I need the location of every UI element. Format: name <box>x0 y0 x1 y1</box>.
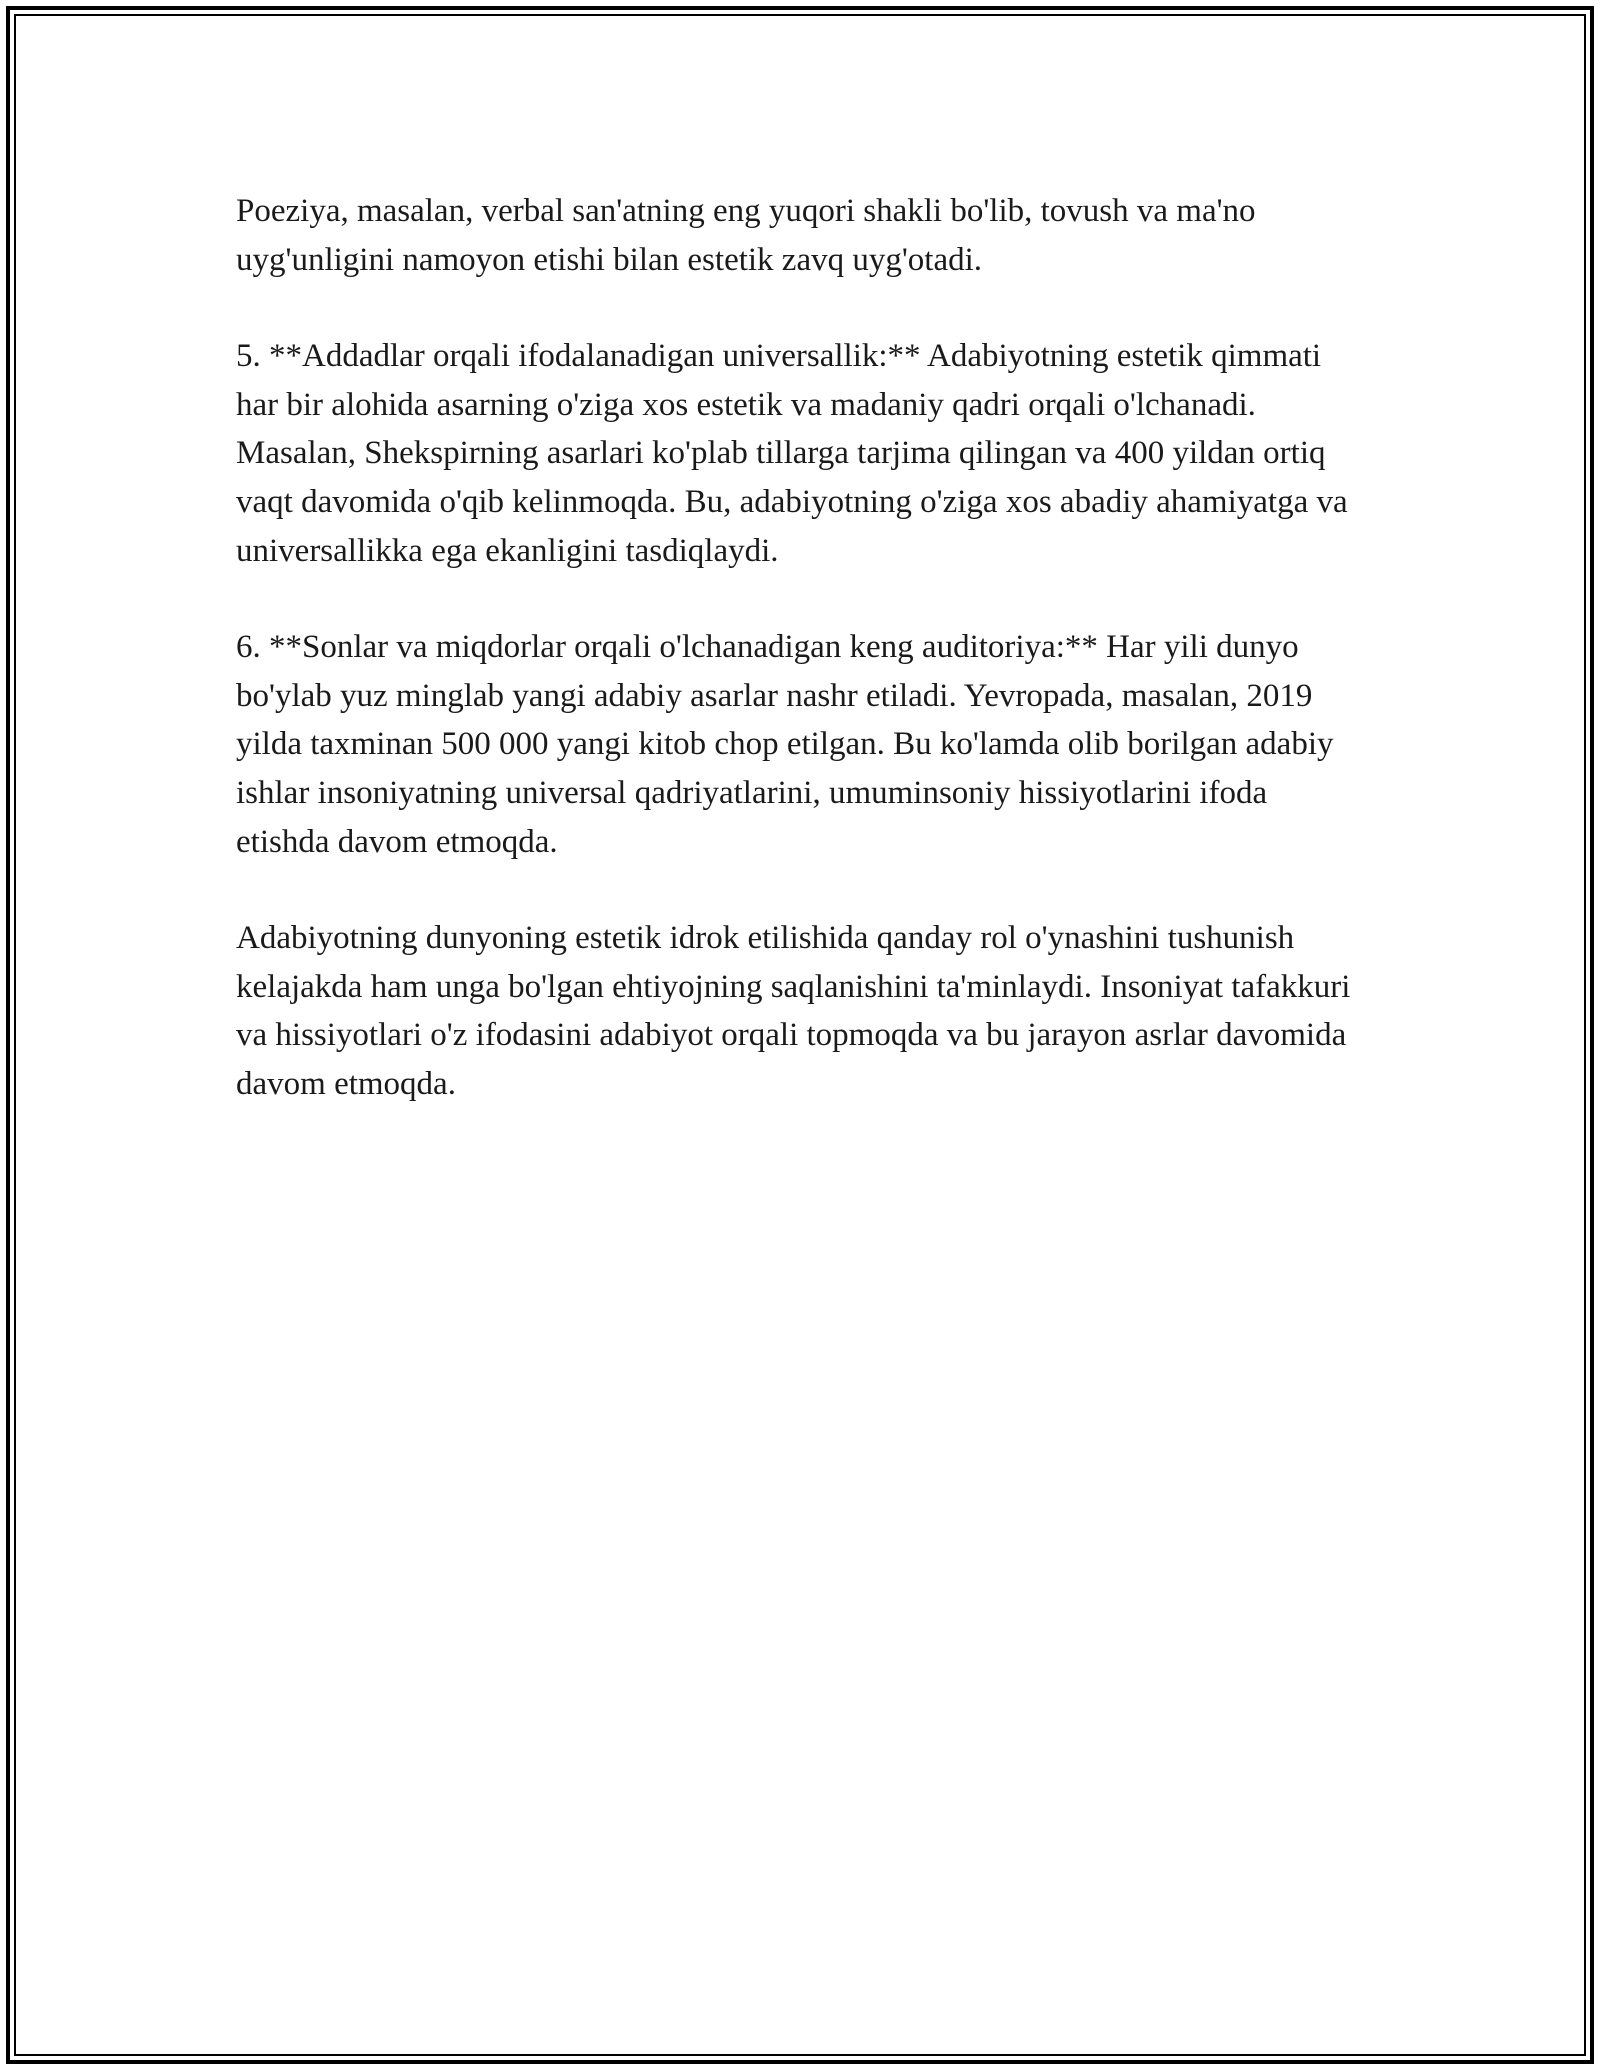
paragraph-poetry: Poeziya, masalan, verbal san'atning eng yuqori shakli bo'lib, tovush va ma'no uyg'unligini namoyon etishi bilan estetik zavq uyg'otadi. <box>236 193 1256 278</box>
paragraph-conclusion: Adabiyotning dunyoning estetik idrok etilishida qanday rol o'ynashini tushunish kelajakda ham unga bo'lgan ehtiyojning saqlanishini ta'minlaydi. Insoniyat tafakkuri va hissiyotlari o'z ifodasini adabiyot orqali topmoqda va bu jarayon asrlar davomida davom etmoqda. <box>236 920 1351 1102</box>
paragraph-universality: 5. **Addadlar orqali ifodalanadigan universallik:** Adabiyotning estetik qimmati har bir alohida asarning o'ziga xos estetik va madaniy qadri orqali o'lchanadi. Masalan, Shekspirning asarlari ko'plab tillarga tarjima qilingan va 400 yildan ortiq vaqt davomida o'qib kelinmoqda. Bu, adabiyotning o'ziga xos abadiy ahamiyatga va universallikka ega ekanligini tasdiqlaydi. <box>236 338 1348 569</box>
document-body <box>236 187 1366 1157</box>
paragraph-audience: 6. **Sonlar va miqdorlar orqali o'lchanadigan keng auditoriya:** Har yili dunyo bo'ylab yuz minglab yangi adabiy asarlar nashr etiladi. Yevropada, masalan, 2019 yilda taxminan 500 000 yangi kitob chop etilgan. Bu ko'lamda olib borilgan adabiy ishlar insoniyatning universal qadriyatlarini, umuminsoniy hissiyotlarini ifoda etishda davom etmoqda. <box>236 629 1334 860</box>
